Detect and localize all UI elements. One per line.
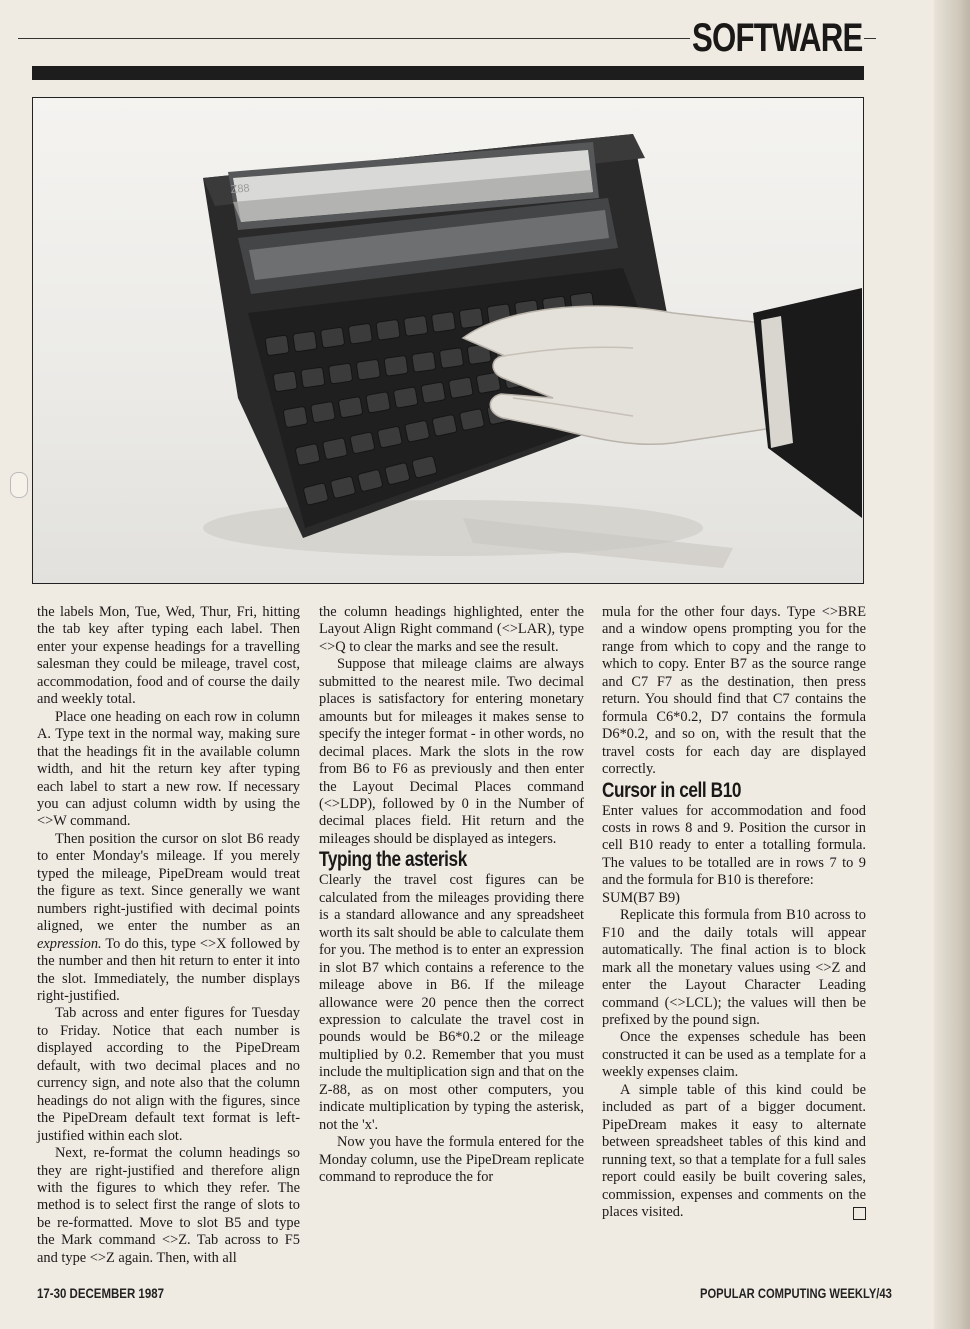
footer-date: 17-30 DECEMBER 1987 — [37, 1285, 164, 1301]
section-title: SOFTWARE — [692, 16, 863, 60]
paragraph: Suppose that mileage claims are always submitted to the nearest mile. Two decimal places is satisfactory for entering monetary amounts but for mileages it makes sense to specify the integer format - in other words, no decimal places. Mark the slots in the row from B6 to F6 as previously and then enter the Layout Decimal Places command (<>LDP), followed by 0 in the Number of decimal places field. Hit return and the mileages should be displayed as integers. — [319, 656, 584, 847]
emphasis-text: expression. — [37, 935, 102, 952]
article-column-3 — [602, 604, 866, 1268]
paragraph: Replicate this formula from B10 across to F10 and the daily totals will appear automatically. The final action is to block mark all the monetary values using <>Z and enter the Layout Character Leading command (<>LCL); the values will then be prefixed by the pound sign. — [602, 907, 866, 1028]
paragraph: Enter values for accommodation and food costs in rows 8 and 9. Position the cursor in cell B10 ready to enter a totalling formula. The values to be totalled are in rows 7 to 9 and the formula for B10 is therefore: — [602, 802, 866, 889]
paragraph — [37, 831, 300, 1006]
subheading-cursor-b10: Cursor in cell B10 — [602, 778, 742, 802]
subheading-typing-asterisk: Typing the asterisk — [319, 848, 467, 872]
device-label: Z88 — [230, 182, 251, 196]
paragraph: Now you have the formula entered for the Monday column, use the PipeDream replicate command to reproduce the for — [319, 1134, 584, 1186]
paragraph: Once the expenses schedule has been constructed it can be used as a template for a weekly expenses claim. — [602, 1029, 866, 1081]
binding-hole — [10, 472, 28, 498]
paragraph: mula for the other four days. Type <>BRE and a window opens prompting you for the range from which to copy and the range to which to copy. Enter B7 as the source range and C7 F7 as the destination, then press return. You should find that C7 contains the formula C6*0.2, D7 contains the formula D6*0.2, and so on, with the result that the travel costs for each day are displayed correctly. — [602, 604, 866, 778]
article-column-1 — [37, 604, 300, 1268]
page-edge-shadow — [934, 0, 970, 1329]
article-photo — [32, 97, 864, 584]
header-bar — [32, 66, 864, 80]
paragraph: the labels Mon, Tue, Wed, Thur, Fri, hitting the tab key after typing each label. Then enter your expense headings for a travelling salesman they could be mileage, travel cost, accommodation, food and of course the daily and weekly total. — [37, 604, 300, 708]
header-rule-end — [864, 38, 876, 39]
formula-line: SUM(B7 B9) — [602, 889, 680, 906]
paragraph: Tab across and enter figures for Tuesday to Friday. Notice that each number is displayed according to the PipeDream default, with two decimal places and no currency sign, and note also that the column headings do not align with the figures, since the PipeDream default text format is left-justified within each slot. — [37, 1005, 300, 1144]
paragraph: Next, re-format the column headings so they are right-justified and therefore align with the figures to which they refer. The method is to select first the range of slots to be re-formatted. Move to slot B5 and type the Mark command <>Z. Tab across to F5 and type <>Z again. Then, with all — [37, 1145, 300, 1266]
header-rule — [18, 38, 690, 39]
article-column-2 — [319, 604, 584, 1268]
end-of-article-icon — [853, 1207, 866, 1220]
paragraph — [602, 1082, 866, 1222]
paragraph-text: Then position the cursor on slot B6 ready to enter Monday's mileage. If you merely typed the mileage, PipeDream would treat the figure as text. Since generally we want numbers right-justified with decimal points aligned, we enter the number as an — [37, 830, 300, 935]
computer-keyboard-photo-icon — [33, 98, 862, 582]
paragraph: Place one heading on each row in column A. Type text in the normal way, making sure that the headings fit in the available column width, and hit the return key after typing each label to start a new row. If necessary you can adjust column width by using the <>W command. — [37, 708, 300, 830]
paragraph-text: A simple table of this kind could be included as part of a bigger document. PipeDream makes it easy to alternate between spreadsheet tables of this kind and running text, so that a template for a full sales report could easily be built covering sales, commission, expenses and comments on the places visited. — [602, 1081, 866, 1220]
footer-publication-page: POPULAR COMPUTING WEEKLY/43 — [700, 1285, 892, 1301]
paragraph: Clearly the travel cost figures can be calculated from the mileages providing there is a standard allowance and any spreadsheet worth its salt should be able to calculate them for you. The method is to enter an expression in slot B7 which contains a reference to the mileage above in B6. If the mileage allowance were 20 pence then the correct expression to calculate the travel cost in pounds would be B6*0.2 or the mileage multiplied by 0.2. Remember that you must include the multiplication sign and that on the Z-88, as on most other computers, you indicate multiplication by typing the asterisk, not the 'x'. — [319, 872, 584, 1133]
paragraph: the column headings highlighted, enter the Layout Align Right command (<>LAR), type <>Q to clear the marks and see the result. — [319, 604, 584, 655]
paragraph-text: To do this, type <>X followed by the number and then hit return to enter it into the slot. Immediately, the number displays right-justified. — [37, 935, 300, 1004]
